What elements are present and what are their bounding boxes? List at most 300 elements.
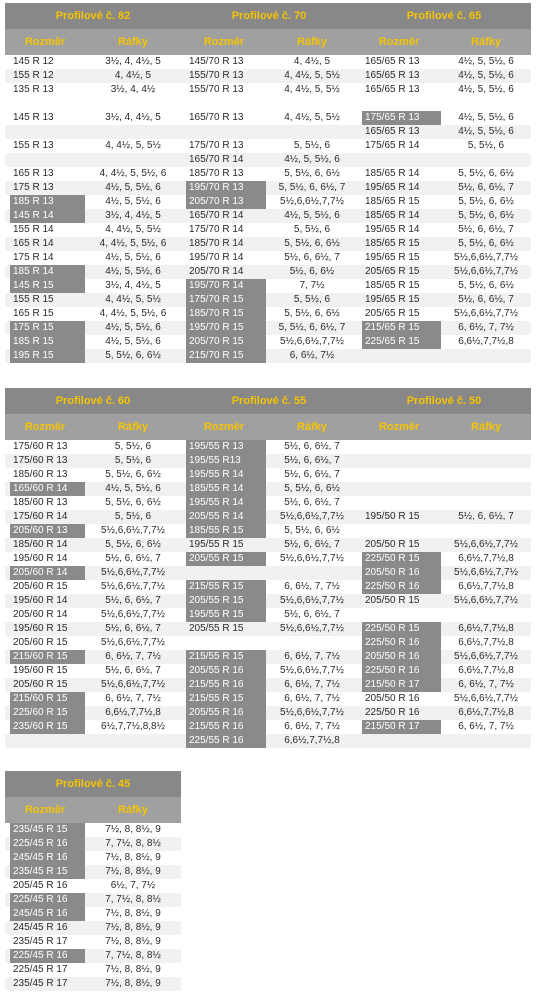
size-value: 225/55 R 16 — [186, 734, 266, 748]
rims-cell: 5½, 6, 6½, 7 — [85, 622, 181, 636]
size-value: 215/55 R 16 — [186, 720, 266, 734]
size-value: 225/50 R 16 — [362, 580, 441, 594]
size-cell — [5, 921, 85, 935]
rims-cell — [441, 734, 531, 748]
size-cell — [357, 349, 441, 363]
size-cell — [181, 552, 267, 566]
table-row — [5, 293, 531, 307]
table-row — [5, 125, 531, 139]
size-cell — [181, 139, 267, 153]
size-cell — [181, 209, 267, 223]
rims-cell — [267, 566, 357, 580]
size-value: 215/55 R 15 — [186, 580, 266, 594]
rims-cell: 5, 5½, 6, 6½ — [458, 280, 514, 291]
rims-cell: 6, 6½, 7, 7½ — [284, 721, 340, 732]
size-cell — [5, 279, 85, 293]
size-value: 165 R 13 — [13, 168, 54, 179]
size-cell — [5, 851, 85, 865]
column-header-size: Rozměr — [357, 414, 441, 440]
size-value: 175 R 14 — [13, 252, 54, 263]
size-value: 175/70 R 14 — [189, 224, 244, 235]
size-value: 185 R 13 — [10, 195, 85, 209]
size-cell — [5, 678, 85, 692]
size-value: 185 R 15 — [10, 335, 85, 349]
size-cell — [181, 265, 267, 279]
size-value: 205/55 R 15 — [189, 623, 244, 634]
size-cell — [5, 636, 85, 650]
profile-title: Profilové č. 82 — [5, 3, 181, 29]
table-row — [5, 265, 531, 279]
rims-cell: 3½, 4, 4½, 5 — [105, 280, 161, 291]
size-value: 175 R 13 — [13, 182, 54, 193]
size-cell — [357, 552, 441, 566]
size-cell — [181, 580, 267, 594]
tire-size-table — [5, 3, 531, 363]
size-value: 155/70 R 13 — [189, 84, 244, 95]
rims-cell — [85, 734, 181, 748]
rims-cell: 5, 5½, 6, 6½ — [85, 349, 181, 363]
size-cell — [5, 139, 85, 153]
rims-cell: 5½,6,6½,7,7½ — [454, 308, 518, 319]
size-cell — [181, 279, 267, 293]
size-value: 235/60 R 15 — [10, 720, 85, 734]
rims-cell: 4, 4½, 5, 5½ — [284, 84, 340, 95]
size-value: 195 R 15 — [10, 349, 85, 363]
rims-cell: 5, 5½, 6, 6½ — [441, 237, 531, 251]
size-value: 195/55 R 13 — [186, 440, 266, 454]
size-value: 215/50 R 17 — [362, 678, 441, 692]
rims-cell: 4, 4½, 5, 5½ — [85, 293, 181, 307]
size-cell — [181, 167, 267, 181]
size-value: 205/70 R 15 — [186, 335, 266, 349]
table-row — [5, 720, 531, 734]
rims-cell: 4½, 5, 5½, 6 — [458, 56, 514, 67]
profile-title: Profilové č. 45 — [5, 771, 181, 797]
rims-cell: 5, 5½, 6, 6½ — [441, 209, 531, 223]
size-value: 135 R 13 — [13, 84, 54, 95]
table-row — [5, 664, 531, 678]
column-header-size: Rozměr — [181, 29, 267, 55]
size-value: 225/60 R 15 — [10, 706, 85, 720]
table-row — [5, 622, 531, 636]
table-row — [5, 865, 181, 879]
rims-cell — [441, 482, 531, 496]
size-value: 175/60 R 13 — [13, 441, 68, 452]
size-value: 145 R 13 — [13, 112, 54, 123]
rims-cell — [441, 349, 531, 363]
size-cell — [357, 321, 441, 335]
size-cell — [5, 664, 85, 678]
size-value: 205/55 R 16 — [186, 706, 266, 720]
size-value: 195/70 R 15 — [186, 321, 266, 335]
rims-cell: 6,6½,7,7½,8 — [267, 734, 357, 748]
size-cell — [5, 837, 85, 851]
rims-cell: 5½,6,6½,7,7½ — [441, 650, 531, 664]
table-row — [5, 440, 531, 454]
rims-cell: 5, 5½, 6, 6½ — [284, 525, 340, 536]
size-cell — [5, 125, 85, 139]
size-cell — [357, 636, 441, 650]
size-value: 195/70 R 13 — [186, 181, 266, 195]
size-cell — [357, 566, 441, 580]
size-value: 155 R 15 — [13, 294, 54, 305]
rims-cell: 3½, 4, 4½ — [110, 84, 156, 95]
size-value: 145 R 15 — [10, 279, 85, 293]
size-cell — [357, 139, 441, 153]
size-cell — [181, 293, 267, 307]
size-cell — [5, 608, 85, 622]
rims-cell: 5½, 6, 6½, 7 — [284, 252, 340, 263]
table-row — [5, 907, 181, 921]
size-value: 195/55 R13 — [186, 454, 266, 468]
size-value: 165/65 R 13 — [365, 56, 420, 67]
rims-cell: 5½,6,6½,7,7½ — [441, 265, 531, 279]
table-row — [5, 552, 531, 566]
size-value: 175/70 R 15 — [186, 293, 266, 307]
table-row — [5, 97, 531, 111]
size-cell — [357, 482, 441, 496]
size-value: 155 R 14 — [13, 224, 54, 235]
size-cell — [357, 468, 441, 482]
rims-cell: 4½, 5, 5½, 6 — [267, 209, 357, 223]
size-value: 175 R 15 — [10, 321, 85, 335]
rims-cell: 5½,6,6½,7,7½ — [454, 252, 518, 263]
table-row — [5, 650, 531, 664]
rims-cell: 6, 6½, 7, 7½ — [267, 650, 357, 664]
size-cell — [5, 552, 85, 566]
size-cell — [5, 865, 85, 879]
table-row — [5, 837, 181, 851]
rims-cell: 7½, 8, 8½, 9 — [85, 977, 181, 991]
size-cell — [357, 496, 441, 510]
rims-cell: 5½,6,6½,7,7½ — [441, 538, 531, 552]
size-cell — [357, 251, 441, 265]
profile-table-60-55-50 — [5, 388, 531, 748]
size-value: 215/50 R 17 — [362, 720, 441, 734]
table-row — [5, 935, 181, 949]
size-value: 215/65 R 15 — [362, 321, 441, 335]
size-cell — [5, 482, 85, 496]
size-cell — [181, 111, 267, 125]
table-row — [5, 209, 531, 223]
size-cell — [181, 468, 267, 482]
rims-cell: 5½, 6, 6½, 7 — [105, 665, 161, 676]
rims-cell: 5½,6,6½,7,7½ — [101, 581, 165, 592]
size-value: 225/65 R 15 — [362, 335, 441, 349]
size-cell — [357, 83, 441, 97]
rims-cell: 4, 4½, 5 — [85, 69, 181, 83]
size-cell — [5, 977, 85, 991]
size-cell — [181, 454, 267, 468]
profile-title: Profilové č. 60 — [5, 388, 181, 414]
size-value: 185 R 14 — [10, 265, 85, 279]
size-cell — [5, 265, 85, 279]
size-cell — [357, 678, 441, 692]
rims-cell: 5, 5½, 6, 6½ — [105, 497, 161, 508]
size-cell — [181, 181, 267, 195]
size-cell — [5, 307, 85, 321]
rims-cell: 6,6½,7,7½,8 — [85, 706, 181, 720]
rims-cell: 5, 5½, 6 — [85, 454, 181, 468]
size-cell — [5, 335, 85, 349]
size-cell — [357, 125, 441, 139]
size-value: 175/60 R 14 — [13, 511, 68, 522]
size-value: 165/60 R 14 — [10, 482, 85, 496]
size-value: 205/60 R 13 — [10, 524, 85, 538]
size-value: 225/45 R 17 — [13, 964, 68, 975]
rims-cell: 4½, 5, 5½, 6 — [458, 112, 514, 123]
size-cell — [5, 734, 85, 748]
rims-cell: 7, 7½, 8, 8½ — [85, 893, 181, 907]
size-value: 185/65 R 14 — [365, 168, 420, 179]
rims-cell: 6,6½,7,7½,8 — [441, 622, 531, 636]
table-row — [5, 153, 531, 167]
table-row — [5, 111, 531, 125]
rims-cell — [441, 608, 531, 622]
rims-cell: 7½, 8, 8½, 9 — [105, 852, 161, 863]
size-cell — [357, 195, 441, 209]
rims-cell: 4½, 5, 5½, 6 — [105, 196, 161, 207]
size-cell — [357, 692, 441, 706]
size-cell — [357, 454, 441, 468]
size-value: 205/50 R 15 — [365, 595, 420, 606]
size-value: 205/50 R 16 — [362, 566, 441, 580]
size-cell — [357, 153, 441, 167]
size-value: 235/45 R 17 — [13, 936, 68, 947]
size-value: 215/60 R 15 — [10, 692, 85, 706]
size-value: 195/55 R 14 — [186, 468, 266, 482]
rims-cell: 5½, 6, 6½, 7 — [441, 181, 531, 195]
table-row — [5, 963, 181, 977]
table-row — [5, 580, 531, 594]
column-header-rims: Ráfky — [267, 414, 357, 440]
table-row — [5, 223, 531, 237]
size-value: 205/70 R 13 — [186, 195, 266, 209]
rims-cell: 7, 7½, 8, 8½ — [85, 949, 181, 963]
rims-cell: 5½, 6, 6½, 7 — [284, 609, 340, 620]
size-value: 225/50 R 16 — [365, 707, 420, 718]
size-cell — [181, 55, 267, 69]
size-cell — [181, 566, 267, 580]
column-header-size: Rozměr — [5, 797, 85, 823]
rims-cell — [441, 153, 531, 167]
size-cell — [357, 538, 441, 552]
size-cell — [357, 265, 441, 279]
rims-cell: 5½,6,6½,7,7½ — [267, 622, 357, 636]
table-row — [5, 636, 531, 650]
size-cell — [357, 664, 441, 678]
size-cell — [5, 650, 85, 664]
rims-cell: 6,6½,7,7½,8 — [458, 637, 514, 648]
size-cell — [357, 209, 441, 223]
table-row — [5, 83, 531, 97]
size-cell — [181, 692, 267, 706]
profile-title: Profilové č. 70 — [181, 3, 357, 29]
size-cell — [5, 167, 85, 181]
size-value: 195/55 R 15 — [189, 539, 244, 550]
size-cell — [5, 538, 85, 552]
size-cell — [181, 69, 267, 83]
size-cell — [357, 111, 441, 125]
rims-cell: 5, 5½, 6, 6½ — [284, 308, 340, 319]
table-row — [5, 921, 181, 935]
table-row — [5, 69, 531, 83]
rims-cell: 5½, 6, 6½, 7 — [284, 441, 340, 452]
size-cell — [5, 440, 85, 454]
size-cell — [5, 496, 85, 510]
size-cell — [357, 279, 441, 293]
rims-cell — [441, 440, 531, 454]
size-value: 205/60 R 15 — [13, 679, 68, 690]
rims-cell: 7½, 8, 8½, 9 — [85, 921, 181, 935]
profile-table-82-70-65 — [5, 3, 531, 363]
size-value: 205/65 R 15 — [365, 266, 420, 277]
rims-cell: 5, 5½, 6, 6½, 7 — [267, 181, 357, 195]
rims-cell: 5½,6,6½,7,7½ — [267, 594, 357, 608]
size-value: 195/55 R 15 — [186, 608, 266, 622]
rims-cell: 7, 7½ — [299, 280, 325, 291]
table-row — [5, 594, 531, 608]
rims-cell: 7, 7½, 8, 8½ — [85, 837, 181, 851]
size-cell — [181, 678, 267, 692]
size-value: 165 R 14 — [13, 238, 54, 249]
table-row — [5, 879, 181, 893]
size-cell — [357, 237, 441, 251]
size-cell — [357, 293, 441, 307]
size-value: 225/50 R 15 — [362, 552, 441, 566]
column-header-size: Rozměr — [357, 29, 441, 55]
size-value: 185/70 R 14 — [189, 238, 244, 249]
rims-cell: 5½, 6, 6½, 7 — [284, 469, 340, 480]
profile-title: Profilové č. 55 — [181, 388, 357, 414]
size-cell — [357, 69, 441, 83]
size-cell — [181, 734, 267, 748]
rims-cell: 4½, 5, 5½, 6 — [85, 181, 181, 195]
size-value: 185/55 R 15 — [186, 524, 266, 538]
size-value: 185/60 R 13 — [13, 469, 68, 480]
size-value: 205/55 R 16 — [186, 664, 266, 678]
size-value: 185/60 R 14 — [13, 539, 68, 550]
column-header-rims: Ráfky — [441, 414, 531, 440]
size-value: 205/45 R 16 — [13, 880, 68, 891]
size-cell — [5, 893, 85, 907]
rims-cell: 5½,6,6½,7,7½ — [280, 196, 344, 207]
size-cell — [357, 594, 441, 608]
size-value: 165/65 R 13 — [365, 84, 420, 95]
rims-cell: 5½,6,6½,7,7½ — [267, 706, 357, 720]
rims-cell: 6, 6½, 7, 7½ — [441, 321, 531, 335]
size-value: 185/70 R 15 — [186, 307, 266, 321]
size-cell — [181, 237, 267, 251]
size-value: 185/65 R 15 — [365, 196, 420, 207]
size-value: 205/55 R 15 — [186, 594, 266, 608]
size-cell — [357, 181, 441, 195]
rims-cell: 4½, 5, 5½, 6 — [105, 336, 161, 347]
rims-cell: 7½, 8, 8½, 9 — [105, 824, 161, 835]
size-value: 215/70 R 15 — [186, 349, 266, 363]
rims-cell: 5½, 6, 6½, 7 — [267, 538, 357, 552]
rims-cell: 4½, 5, 5½, 6 — [85, 265, 181, 279]
size-value: 175/60 R 13 — [13, 455, 68, 466]
size-value: 195/65 R 14 — [365, 224, 420, 235]
size-cell — [5, 622, 85, 636]
rims-cell: 5, 5½, 6 — [293, 224, 331, 235]
size-value: 195/60 R 15 — [13, 665, 68, 676]
size-cell — [357, 223, 441, 237]
rims-cell: 5, 5½, 6, 6½ — [284, 168, 340, 179]
rims-cell: 5, 5½, 6, 6½ — [458, 196, 514, 207]
rims-cell: 7½, 8, 8½, 9 — [105, 964, 161, 975]
size-cell — [357, 440, 441, 454]
size-cell — [5, 706, 85, 720]
table-row — [5, 977, 181, 991]
size-value: 195/70 R 14 — [186, 279, 266, 293]
size-value: 235/45 R 17 — [13, 978, 68, 989]
rims-cell: 7½, 8, 8½, 9 — [105, 936, 161, 947]
rims-cell: 3½, 4, 4½, 5 — [105, 112, 161, 123]
size-value: 185/65 R 15 — [365, 238, 420, 249]
size-cell — [181, 307, 267, 321]
rims-cell: 6, 6½, 7, 7½ — [458, 721, 514, 732]
size-value: 245/45 R 16 — [10, 851, 85, 865]
size-value: 205/60 R 15 — [13, 581, 68, 592]
column-header-rims: Ráfky — [441, 29, 531, 55]
size-value: 225/45 R 16 — [10, 837, 85, 851]
size-value: 145 R 14 — [10, 209, 85, 223]
rims-cell — [441, 454, 531, 468]
size-cell — [181, 125, 267, 139]
rims-cell: 4½, 5, 5½, 6 — [85, 321, 181, 335]
size-value: 205/70 R 14 — [189, 266, 244, 277]
size-value: 205/55 R 15 — [186, 552, 266, 566]
column-header-rims: Ráfky — [85, 29, 181, 55]
rims-cell: 6,6½,7,7½,8 — [458, 581, 514, 592]
size-cell — [357, 307, 441, 321]
size-cell — [357, 335, 441, 349]
size-value: 195/65 R 14 — [365, 182, 420, 193]
rims-cell: 5½,6,6½,7,7½ — [441, 566, 531, 580]
size-cell — [181, 538, 267, 552]
rims-cell: 6,6½,7,7½,8 — [441, 706, 531, 720]
size-value: 205/60 R 15 — [13, 637, 68, 648]
size-cell — [181, 594, 267, 608]
size-value: 205/50 R 16 — [365, 693, 420, 704]
size-cell — [5, 223, 85, 237]
rims-cell: 5½,6,6½,7,7½ — [267, 510, 357, 524]
table-row — [5, 167, 531, 181]
size-value: 245/45 R 16 — [10, 907, 85, 921]
size-value: 195/60 R 15 — [13, 623, 68, 634]
rims-cell: 6, 6½, 7, 7½ — [284, 581, 340, 592]
size-value: 195/60 R 14 — [13, 595, 68, 606]
rims-cell — [441, 524, 531, 538]
size-value: 245/45 R 16 — [13, 922, 68, 933]
size-value: 205/60 R 14 — [10, 566, 85, 580]
profile-title: Profilové č. 50 — [357, 388, 531, 414]
table-row — [5, 524, 531, 538]
size-value: 195/55 R 14 — [186, 496, 266, 510]
size-value: 225/50 R 16 — [362, 636, 441, 650]
size-cell — [5, 251, 85, 265]
column-header-rims: Ráfky — [85, 797, 181, 823]
size-cell — [5, 468, 85, 482]
size-cell — [5, 83, 85, 97]
size-value: 165/70 R 13 — [189, 112, 244, 123]
rims-cell: 5½, 6, 6½, 7 — [85, 594, 181, 608]
size-cell — [357, 167, 441, 181]
size-cell — [5, 823, 85, 837]
rims-cell — [441, 468, 531, 482]
